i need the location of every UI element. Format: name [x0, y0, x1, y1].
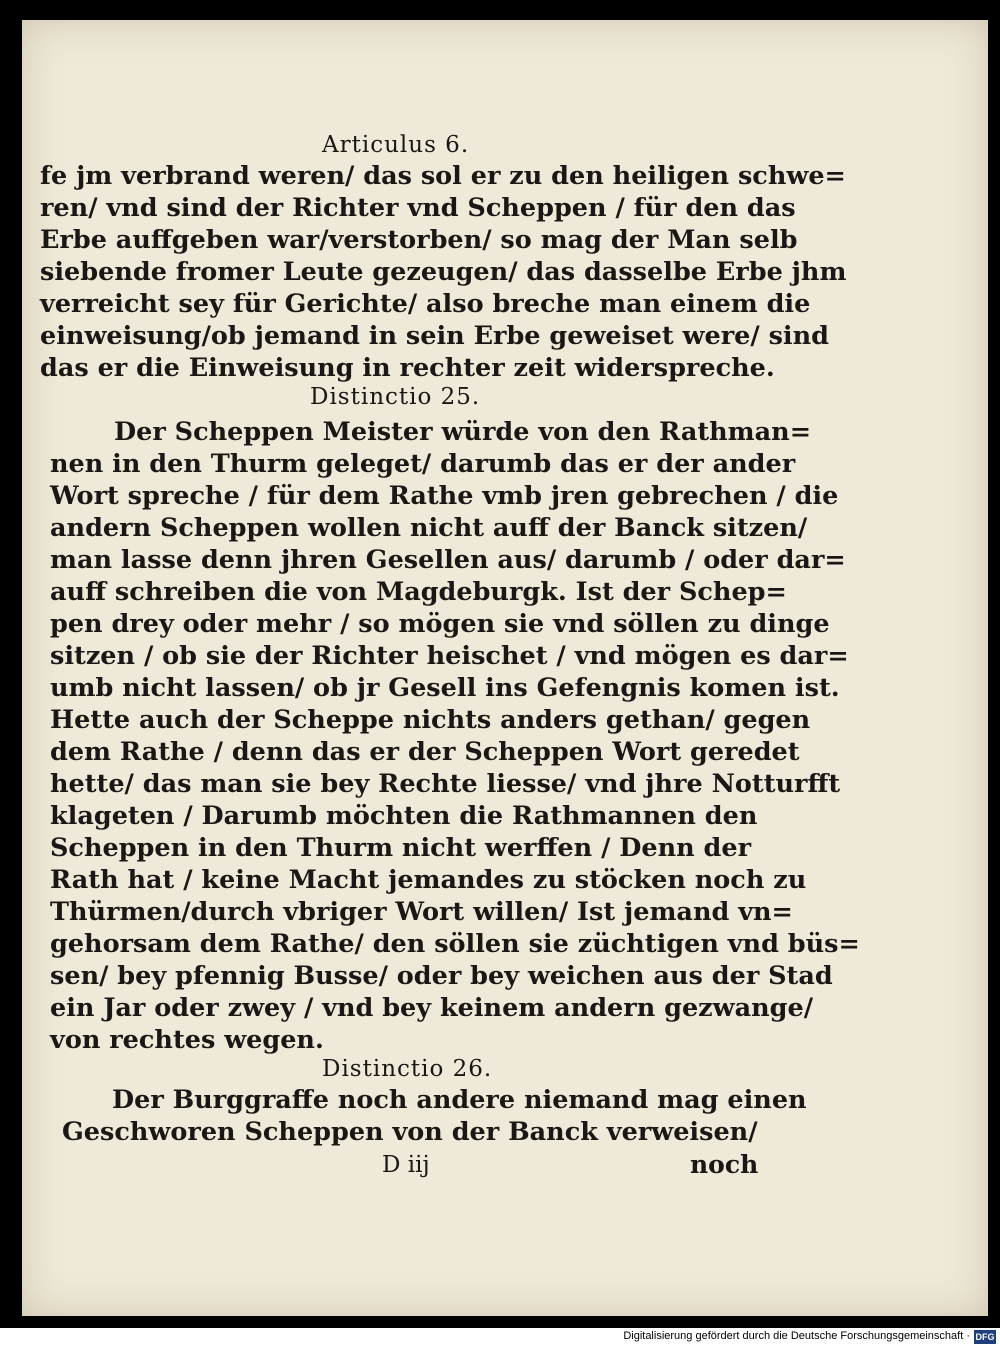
- text-line: Der Burggraffe noch andere niemand mag einen: [112, 1085, 807, 1115]
- text-line: umb nicht lassen/ ob jr Gesell ins Gefengnis komen ist.: [50, 673, 840, 703]
- funding-notice: Digitalisierung gefördert durch die Deutsche Forschungsgemeinschaft ·: [623, 1330, 970, 1342]
- text-line: man lasse denn jhren Gesellen aus/ darumb / oder dar=: [50, 545, 846, 575]
- text-line: andern Scheppen wollen nicht auff der Banck sitzen/: [50, 513, 808, 543]
- text-line: das er die Einweisung in rechter zeit widerspreche.: [40, 353, 775, 383]
- footer-bar: [0, 1328, 1000, 1348]
- text-line: Geschworen Scheppen von der Banck verweisen/: [62, 1117, 758, 1147]
- text-line: gehorsam dem Rathe/ den söllen sie züchtigen vnd büs=: [50, 929, 860, 959]
- text-line: Wort spreche / für dem Rathe vmb jren gebrechen / die: [50, 481, 839, 511]
- text-line: siebende fromer Leute gezeugen/ das dasselbe Erbe jhm: [40, 257, 847, 287]
- text-line: klageten / Darumb möchten die Rathmannen den: [50, 801, 758, 831]
- section-heading-25: Distinctio 25.: [310, 384, 481, 410]
- dfg-logo-icon: DFG: [975, 1332, 995, 1342]
- text-line: von rechtes wegen.: [50, 1025, 324, 1055]
- text-line: hette/ das man sie bey Rechte liesse/ vnd jhre Notturfft: [50, 769, 841, 799]
- text-line: auff schreiben die von Magdeburgk. Ist der Schep=: [50, 577, 787, 607]
- text-line: sitzen / ob sie der Richter heischet / vnd mögen es dar=: [50, 641, 849, 671]
- text-line: ren/ vnd sind der Richter vnd Scheppen / für den das: [40, 193, 796, 223]
- text-line: Rath hat / keine Macht jemandes zu stöcken noch zu: [50, 865, 807, 895]
- text-line: dem Rathe / denn das er der Scheppen Wort geredet: [50, 737, 800, 767]
- text-line: nen in den Thurm geleget/ darumb das er der ander: [50, 449, 796, 479]
- text-line: ein Jar oder zwey / vnd bey keinem andern gezwange/: [50, 993, 814, 1023]
- text-line: pen drey oder mehr / so mögen sie vnd söllen zu dinge: [50, 609, 830, 639]
- running-head: Articulus 6.: [322, 132, 470, 158]
- section-heading-26: Distinctio 26.: [322, 1056, 493, 1082]
- signature-mark: D iij: [382, 1152, 430, 1178]
- text-line: fe jm verbrand weren/ das sol er zu den heiligen schwe=: [40, 161, 846, 191]
- text-line: Erbe auffgeben war/verstorben/ so mag der Man selb: [40, 225, 798, 255]
- text-line: sen/ bey pfennig Busse/ oder bey weichen aus der Stad: [50, 961, 833, 991]
- text-line: Hette auch der Scheppe nichts anders gethan/ gegen: [50, 705, 811, 735]
- text-line: Thürmen/durch vbriger Wort willen/ Ist jemand vn=: [50, 897, 793, 927]
- book-page: [22, 20, 988, 1316]
- text-line: verreicht sey für Gerichte/ also breche man einem die: [40, 289, 811, 319]
- text-line: Der Scheppen Meister würde von den Rathman=: [114, 417, 812, 447]
- text-line: einweisung/ob jemand in sein Erbe geweiset were/ sind: [40, 321, 829, 351]
- text-line: Scheppen in den Thurm nicht werffen / Denn der: [50, 833, 752, 863]
- catchword: noch: [690, 1150, 759, 1179]
